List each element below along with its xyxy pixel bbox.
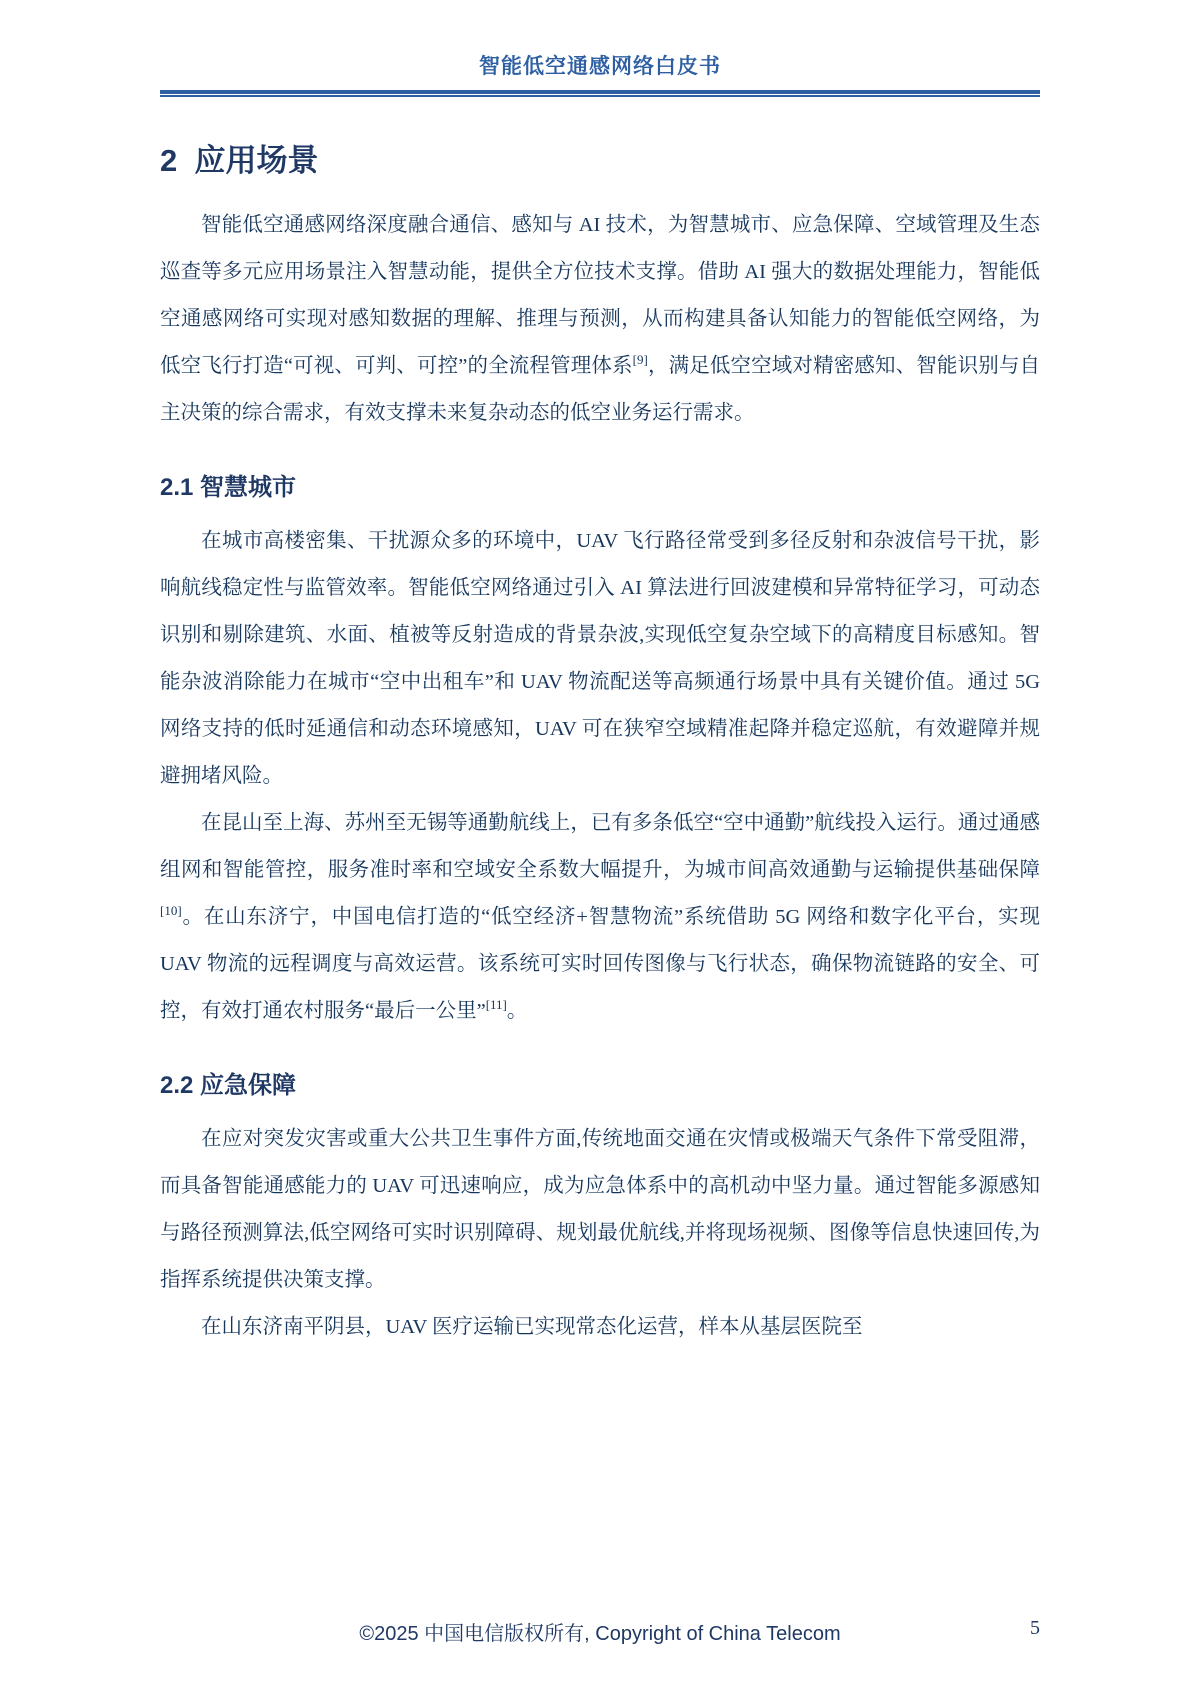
intro-text-2: ，满足低空空域对精密感知、智能识别与自主决策的综合需求，有效支撑未来复杂动态的低空业务运行需求。 [160, 355, 1041, 424]
emergency-paragraph-1: 在应对突发灾害或重大公共卫生事件方面,传统地面交通在灾情或极端天气条件下常受阻滞，而具备智能通感能力的 UAV 可迅速响应，成为应急体系中的高机动中坚力量。通过智能多源感知与路径预测算法,低空网络可实时识别障碍、规划最优航线,并将现场视频、图像等信息快速回传,为指挥系统提供决策支撑。 [160, 1128, 1040, 1291]
smart-city-p2-text-3: 。 [506, 1000, 528, 1022]
smart-city-paragraph-1: 在城市高楼密集、干扰源众多的环境中，UAV 飞行路径常受到多径反射和杂波信号干扰，影响航线稳定性与监管效率。智能低空网络通过引入 AI 算法进行回波建模和异常特征学习，可动态识别和剔除建筑、水面、植被等反射造成的背景杂波,实现低空复杂空域下的高精度目标感知。智能杂波消除能力在城市“空中出租车”和 UAV 物流配送等高频通行场景中具有关键价值。通过 5G 网络支持的低时延通信和动态环境感知，UAV 可在狭窄空域精准起降并稳定巡航，有效避障并规避拥堵风险。 [160, 530, 1040, 787]
intro-paragraph [160, 202, 1040, 437]
smart-city-p2-text-1: 在昆山至上海、苏州至无锡等通勤航线上，已有多条低空“空中通勤”航线投入运行。通过通感组网和智能管控，服务准时率和空域安全系数大幅提升，为城市间高效通勤与运输提供基础保障 [160, 812, 1040, 881]
page-body [160, 135, 1040, 1351]
section-heading-2-2: 2.2 应急保障 [160, 1072, 297, 1099]
section-heading-2: 2 应用场景 [160, 143, 319, 178]
intro-text-1: 智能低空通感网络深度融合通信、感知与 AI 技术，为智慧城市、应急保障、空域管理及生态巡查等多元应用场景注入智慧动能，提供全方位技术支撑。借助 AI 强大的数据处理能力，智能低空通感网络可实现对感知数据的理解、推理与预测，从而构建具备认知能力的智能低空网络，为低空飞行打造“可视、可判、可控”的全流程管理体系 [160, 214, 1040, 377]
page-header [160, 50, 1040, 97]
emergency-paragraph-2: 在山东济南平阴县，UAV 医疗运输已实现常态化运营，样本从基层医院至 [201, 1316, 863, 1338]
citation-9: [9] [632, 352, 648, 368]
footer-copyright: ©2025 中国电信版权所有, Copyright of China Telecom [359, 1623, 841, 1645]
header-title: 智能低空通感网络白皮书 [479, 55, 721, 78]
footer-page-number: 5 [1030, 1617, 1040, 1639]
page-footer [160, 1617, 1040, 1646]
smart-city-paragraph-2 [160, 800, 1040, 1035]
smart-city-p2-text-2: 。在山东济宁，中国电信打造的“低空经济+智慧物流”系统借助 5G 网络和数字化平台，实现 UAV 物流的远程调度与高效运营。该系统可实时回传图像与飞行状态，确保物流链路的安全、可控，有效打通农村服务“最后一公里” [160, 906, 1040, 1022]
citation-10: [10] [160, 903, 182, 919]
section-heading-2-1: 2.1 智慧城市 [160, 474, 297, 501]
citation-11: [11] [485, 997, 507, 1013]
header-rule [160, 90, 1040, 97]
